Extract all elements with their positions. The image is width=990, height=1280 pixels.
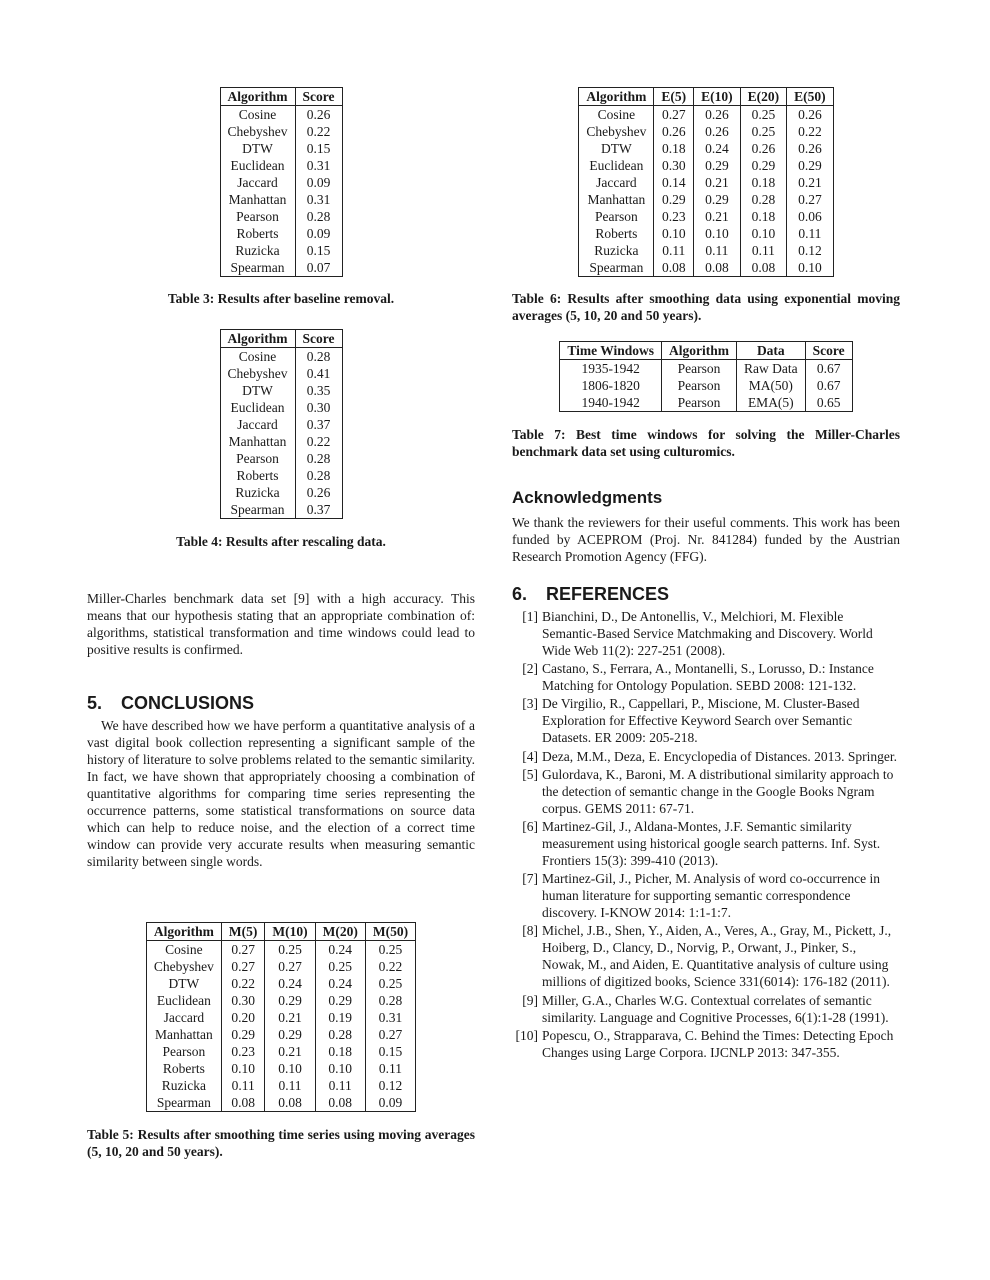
table-row [146,1060,415,1077]
table-cell: 0.29 [265,1026,315,1043]
column-header: Algorithm [220,88,295,106]
table-cell: Ruzicka [579,242,654,259]
table-cell: Pearson [220,450,295,467]
table-cell: 0.09 [365,1094,415,1112]
reference-item [512,992,900,1026]
table-cell: 0.22 [221,975,264,992]
table-row [220,399,342,416]
column-header: E(10) [694,88,741,106]
table-cell: 0.21 [694,174,741,191]
table-cell: Pearson [220,208,295,225]
table-cell: Roberts [146,1060,221,1077]
table-cell: 0.09 [295,225,342,242]
table-cell: 0.10 [315,1060,365,1077]
table-cell: 0.31 [295,191,342,208]
table-6-block [512,87,900,277]
table-cell: Manhattan [220,191,295,208]
table-row [579,259,833,277]
table-cell: 0.26 [694,123,741,140]
table-cell: 0.11 [315,1077,365,1094]
table-cell: 0.41 [295,365,342,382]
table-row [220,174,342,191]
table-cell: Euclidean [146,992,221,1009]
table-cell: 0.22 [365,958,415,975]
table-cell: 0.15 [295,242,342,259]
reference-text: Martinez-Gil, J., Aldana-Montes, J.F. Semantic similarity measurement using historical google search patterns. Inf. Syst. Frontiers 15(3): 399-410 (2013). [542,818,881,868]
reference-label: [8] [522,923,538,939]
table-cell: Cosine [220,348,295,366]
acknowledgments-paragraph: We thank the reviewers for their useful comments. This work has been funded by ACEPROM (Proj. Nr. 841284) funded by the Austrian Research Promotion Agency (FFG). [512,515,900,564]
column-header: Time Windows [560,342,662,360]
table-cell: Jaccard [220,416,295,433]
reference-text: De Virgilio, R., Cappellari, P., Miscione, M. Cluster-Based Exploration for Effective Keyword Search over Semantic Datasets. ER 2009: 205-218. [542,696,860,746]
table-row [579,123,833,140]
table-row [146,1009,415,1026]
column-header: E(50) [787,88,834,106]
table-cell: 0.26 [787,106,834,124]
table-3-caption: Table 3: Results after baseline removal. [167,291,395,306]
table-cell: 0.26 [787,140,834,157]
table-cell: 0.21 [265,1043,315,1060]
table-cell: 0.28 [295,348,342,366]
table-cell: 1806-1820 [560,377,662,394]
column-header: M(20) [315,923,365,941]
table-3 [220,87,343,277]
table-row [220,106,342,124]
reference-text: Bianchini, D., De Antonellis, V., Melchiori, M. Flexible Semantic-Based Service Matchmaking and Discovery. World Wide Web 11(2): 227-251 (2008). [542,609,873,658]
reference-item [512,748,900,765]
table-cell: 0.25 [315,958,365,975]
table-cell: DTW [220,382,295,399]
table-cell: 0.08 [694,259,741,277]
table-cell: Chebyshev [220,365,295,382]
references-number: 6. [512,584,528,604]
table-cell: 0.27 [221,941,264,959]
column-header: M(50) [365,923,415,941]
table-3-block [87,87,475,277]
reference-label: [3] [522,696,538,712]
conclusions-title: CONCLUSIONS [121,693,255,713]
table-row [579,157,833,174]
table-cell: Pearson [579,208,654,225]
table-cell: 0.21 [265,1009,315,1026]
table-cell: 0.28 [295,208,342,225]
table-cell: 0.11 [365,1060,415,1077]
table-cell: 0.29 [265,992,315,1009]
table-cell: 0.29 [654,191,694,208]
table-cell: Spearman [220,259,295,277]
reference-text: Popescu, O., Strapparava, C. Behind the Times: Detecting Epoch Changes using Large Corpora. IJCNLP 2013: 347-355. [542,1027,894,1060]
reference-text: Miller, G.A., Charles W.G. Contextual correlates of semantic similarity. Language and Cognitive Processes, 6(1):1-28 (1991). [542,992,889,1025]
table-cell: 0.23 [654,208,694,225]
table-row [220,416,342,433]
table-row [146,992,415,1009]
column-header: Algorithm [662,342,737,360]
table-row [220,191,342,208]
table-row [579,191,833,208]
table-cell: 0.11 [654,242,694,259]
table-cell: 0.11 [221,1077,264,1094]
table-cell: 0.26 [740,140,787,157]
table-row [146,975,415,992]
table-cell: 0.20 [221,1009,264,1026]
table-cell: 0.10 [654,225,694,242]
reference-label: [10] [515,1027,538,1043]
table-cell: Spearman [146,1094,221,1112]
table-cell: 0.15 [365,1043,415,1060]
table-4 [220,329,343,519]
table-cell: Jaccard [146,1009,221,1026]
table-cell: Roberts [579,225,654,242]
conclusions-paragraph: We have described how we have perform a quantitative analysis of a vast digital book collection representing a significant sample of the history of literature to solve problems related to the semantic similarity. In fact, we have shown that appropriately choosing a combination of quantitative algorithms for comparing time series representing the occurrence patterns, some statistical transformations on source data which can help to reduce noise, and the election of a correct time window can provide very accurate results when measuring semantic similarity between single words. [87,718,475,869]
references-title: REFERENCES [546,584,670,604]
table-row [579,225,833,242]
table-row [579,106,833,124]
table-cell: 0.08 [265,1094,315,1112]
conclusions-number: 5. [87,693,103,713]
table-cell: 0.31 [295,157,342,174]
table-row [146,1077,415,1094]
table-row [220,242,342,259]
table-cell: MA(50) [737,377,806,394]
table-cell: 0.10 [694,225,741,242]
reference-item [512,766,900,817]
table-header-row [579,88,833,106]
column-header: Algorithm [146,923,221,941]
table-cell: 0.26 [654,123,694,140]
table-cell: 0.22 [295,123,342,140]
table-6 [578,87,833,277]
table-cell: 0.25 [740,123,787,140]
table-cell: DTW [220,140,295,157]
column-header: M(10) [265,923,315,941]
table-cell: 0.27 [265,958,315,975]
table-cell: 0.27 [365,1026,415,1043]
table-row [220,365,342,382]
table-cell: 0.30 [295,399,342,416]
table-row [146,941,415,959]
table-row [220,382,342,399]
table-cell: 0.27 [787,191,834,208]
table-cell: 0.21 [694,208,741,225]
table-cell: 0.10 [265,1060,315,1077]
table-cell: Pearson [662,360,737,378]
table-7-caption: Table 7: Best time windows for solving the Miller-Charles benchmark data set using culturomics. [512,427,900,459]
table-cell: 0.28 [365,992,415,1009]
column-header: E(5) [654,88,694,106]
table-row [220,348,342,366]
table-cell: DTW [146,975,221,992]
table-cell: 0.26 [295,484,342,501]
table-cell: 0.12 [365,1077,415,1094]
table-cell: Euclidean [579,157,654,174]
reference-item [512,608,900,659]
reference-label: [7] [522,871,538,887]
reference-item [512,695,900,746]
references-heading [512,583,900,605]
results-paragraph: Miller-Charles benchmark data set [9] with a high accuracy. This means that our hypothesis stating that an appropriate combination of: algorithms, statistical transformation and time windows could lead to positive results is confirmed. [87,591,475,657]
table-cell: 0.28 [740,191,787,208]
reference-label: [4] [522,748,538,764]
table-cell: 0.29 [221,1026,264,1043]
table-header-row [220,330,342,348]
table-cell: 0.18 [740,174,787,191]
table-cell: Spearman [220,501,295,519]
table-row [579,140,833,157]
column-header: Score [295,88,342,106]
reference-item [512,922,900,990]
table-cell: 0.26 [295,106,342,124]
table-cell: 0.09 [295,174,342,191]
table-row [220,225,342,242]
table-cell: 0.06 [787,208,834,225]
table-5-block [87,922,475,1112]
table-4-block [87,329,475,519]
table-cell: Roberts [220,467,295,484]
table-cell: 1940-1942 [560,394,662,412]
table-cell: 0.24 [694,140,741,157]
table-cell: 0.29 [694,157,741,174]
table-cell: 0.31 [365,1009,415,1026]
table-cell: 0.28 [295,450,342,467]
reference-text: Castano, S., Ferrara, A., Montanelli, S., Lorusso, D.: Instance Matching for Ontology Population. SEBD 2008: 121-132. [542,661,874,694]
table-cell: 0.29 [315,992,365,1009]
table-cell: 0.21 [787,174,834,191]
table-cell: Pearson [662,377,737,394]
reference-label: [1] [522,609,538,624]
reference-text: Michel, J.B., Shen, Y., Aiden, A., Veres, A., Gray, M., Pickett, J., Hoiberg, D., Clancy, D., Norvig, P., Orwant, J., Pinker, S., Nowak, M., and Aiden, E. Quantitative analysis of culture using millions of digitized books, Science 331(6014): 176-182 (2011). [542,923,892,990]
table-cell: Spearman [579,259,654,277]
reference-label: [5] [522,766,538,782]
table-row [560,394,852,412]
table-header-row [220,88,342,106]
table-cell: 0.37 [295,416,342,433]
table-cell: Manhattan [220,433,295,450]
table-cell: Cosine [579,106,654,124]
table-cell: 0.10 [740,225,787,242]
table-cell: 0.24 [315,975,365,992]
table-cell: 0.23 [221,1043,264,1060]
table-cell: 0.35 [295,382,342,399]
table-cell: 0.30 [221,992,264,1009]
table-4-caption: Table 4: Results after rescaling data. [176,534,386,549]
column-header: Algorithm [220,330,295,348]
table-cell: Manhattan [146,1026,221,1043]
table-7-block [512,341,900,412]
table-cell: 0.18 [315,1043,365,1060]
table-row [220,450,342,467]
reference-text: Martinez-Gil, J., Picher, M. Analysis of word co-occurrence in human literature for supporting semantic correspondence discovery. I-KNOW 2014: 1:1-1:7. [542,871,880,921]
table-cell: Euclidean [220,157,295,174]
table-5 [146,922,416,1112]
table-cell: EMA(5) [737,394,806,412]
table-cell: 0.18 [654,140,694,157]
column-header: Algorithm [579,88,654,106]
table-cell: 0.27 [221,958,264,975]
table-row [220,123,342,140]
reference-item [512,660,900,694]
table-cell: Jaccard [579,174,654,191]
table-cell: 0.11 [740,242,787,259]
table-cell: 0.11 [787,225,834,242]
reference-label: [6] [522,818,538,834]
table-row [560,377,852,394]
table-cell: Jaccard [220,174,295,191]
references-list [512,608,900,1062]
table-cell: Ruzicka [220,242,295,259]
table-cell: Chebyshev [146,958,221,975]
table-cell: Chebyshev [579,123,654,140]
table-cell: 0.08 [315,1094,365,1112]
column-header: E(20) [740,88,787,106]
table-cell: 0.08 [221,1094,264,1112]
table-cell: Ruzicka [220,484,295,501]
table-cell: 0.24 [265,975,315,992]
column-header: Score [295,330,342,348]
table-row [220,484,342,501]
table-cell: 0.27 [654,106,694,124]
table-cell: Pearson [146,1043,221,1060]
table-cell: Raw Data [737,360,806,378]
table-cell: 0.28 [295,467,342,484]
table-cell: Euclidean [220,399,295,416]
conclusions-heading [87,692,475,714]
table-cell: 0.67 [805,360,852,378]
table-row [220,208,342,225]
table-cell: Pearson [662,394,737,412]
column-header: Data [737,342,806,360]
table-cell: 0.25 [740,106,787,124]
table-cell: 0.30 [654,157,694,174]
table-cell: 0.37 [295,501,342,519]
table-cell: 0.11 [265,1077,315,1094]
table-row [560,360,852,378]
table-row [146,958,415,975]
table-cell: 0.25 [365,941,415,959]
reference-label: [2] [522,661,538,677]
column-header: M(5) [221,923,264,941]
table-row [146,1043,415,1060]
table-6-caption: Table 6: Results after smoothing data using exponential moving averages (5, 10, 20 and 50 years). [512,291,900,323]
table-cell: 0.25 [265,941,315,959]
table-cell: Cosine [146,941,221,959]
table-row [220,157,342,174]
table-cell: 0.26 [694,106,741,124]
table-header-row [560,342,852,360]
table-cell: 0.29 [694,191,741,208]
reference-item [512,870,900,921]
table-cell: 0.15 [295,140,342,157]
table-cell: 0.25 [365,975,415,992]
table-row [220,259,342,277]
table-cell: 0.28 [315,1026,365,1043]
table-cell: 0.29 [787,157,834,174]
reference-text: Deza, M.M., Deza, E. Encyclopedia of Distances. 2013. Springer. [542,748,898,764]
table-row [146,1094,415,1112]
table-cell: 0.65 [805,394,852,412]
table-cell: Roberts [220,225,295,242]
table-cell: Chebyshev [220,123,295,140]
acknowledgments-heading: Acknowledgments [512,488,663,507]
reference-text: Gulordava, K., Baroni, M. A distributional similarity approach to the detection of semantic change in the Google Books Ngram corpus. GEMS 2011: 67-71. [542,766,894,816]
table-row [146,1026,415,1043]
table-cell: DTW [579,140,654,157]
reference-item [512,1027,900,1061]
table-cell: 0.08 [740,259,787,277]
table-cell: 1935-1942 [560,360,662,378]
table-cell: 0.14 [654,174,694,191]
table-5-caption: Table 5: Results after smoothing time series using moving averages (5, 10, 20 and 50 years). [87,1127,475,1159]
table-cell: 0.18 [740,208,787,225]
table-cell: 0.29 [740,157,787,174]
table-cell: Ruzicka [146,1077,221,1094]
table-cell: 0.67 [805,377,852,394]
table-row [220,140,342,157]
table-row [579,174,833,191]
table-cell: 0.19 [315,1009,365,1026]
table-cell: 0.12 [787,242,834,259]
table-cell: Cosine [220,106,295,124]
table-cell: 0.10 [787,259,834,277]
table-cell: 0.24 [315,941,365,959]
table-row [579,208,833,225]
column-header: Score [805,342,852,360]
reference-label: [9] [522,992,538,1008]
table-7 [559,341,852,412]
table-row [220,433,342,450]
table-cell: 0.22 [787,123,834,140]
table-cell: 0.08 [654,259,694,277]
table-cell: Manhattan [579,191,654,208]
table-cell: 0.10 [221,1060,264,1077]
table-row [220,501,342,519]
reference-item [512,818,900,869]
table-row [579,242,833,259]
table-cell: 0.11 [694,242,741,259]
table-header-row [146,923,415,941]
table-cell: 0.07 [295,259,342,277]
table-row [220,467,342,484]
table-cell: 0.22 [295,433,342,450]
